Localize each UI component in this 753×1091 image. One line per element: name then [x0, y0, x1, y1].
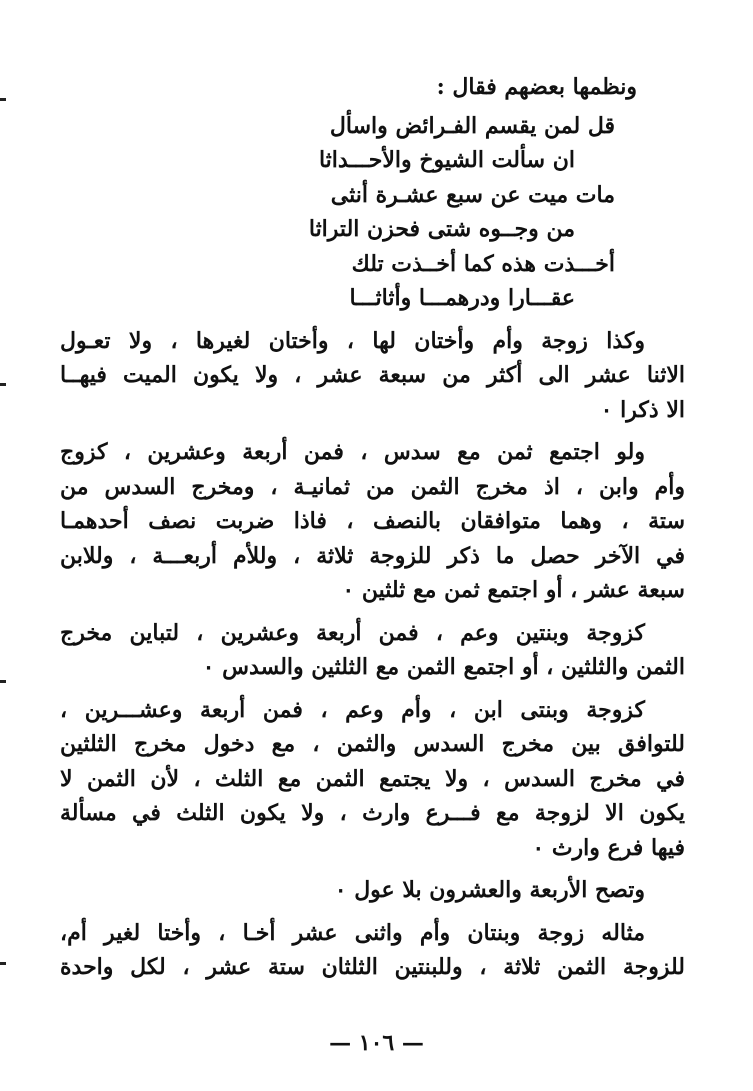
text-line: ستة ، وهما متوافقان بالنصف ، فاذا ضربت نصف أحدهمـا — [60, 508, 685, 534]
text-line: الاثنا عشر الى أكثر من سبعة عشر ، ولا يكون الميت فيهــا — [60, 362, 685, 388]
poem-verse: عقـــارا ودرهمـــا وأثاثـــا — [349, 285, 575, 311]
text-line: يكون الا لزوجة مع فـــرع وارث ، ولا يكون الثلث في مسألة — [60, 800, 685, 826]
text-line: الثمن والثلثين ، أو اجتمع الثمن مع الثلثين والسدس ٠ — [202, 654, 685, 680]
paragraph-2 — [60, 435, 685, 608]
text-line: وأم وابن ، اذ مخرج الثمن من ثمانيـة ، ومخرج السدس من — [60, 473, 685, 500]
text-line: وكذا زوجة وأم وأختان لها ، وأختان لغيرها ، ولا تعـول — [60, 327, 645, 354]
intro-line: ونظمها بعضهم فقال : — [436, 74, 637, 100]
text-line: في مخرج السدس ، ولا يجتمع الثمن مع الثلث ، لأن الثمن لا — [60, 765, 685, 792]
poem — [60, 109, 685, 316]
paragraph-5 — [60, 873, 685, 908]
text-line: ولو اجتمع ثمن مع سدس ، فمن أربعة وعشرين ، كزوج — [60, 439, 645, 465]
paragraph-3 — [60, 616, 685, 685]
text-line: الا ذكرا ٠ — [600, 396, 685, 423]
text-line: مثاله زوجة وبنتان وأم واثنى عشر أخـا ، وأختا لغير أم، — [60, 919, 645, 946]
page-number: — ١٠٦ — — [329, 1030, 424, 1056]
margin-mark — [0, 680, 6, 683]
poem-verse: قل لمن يقسم الفـرائض واسأل — [329, 112, 615, 139]
poem-verse: مات ميت عن سبع عشـرة أنثى — [330, 181, 615, 208]
paragraph-4 — [60, 693, 685, 866]
text-line: فيها فرع وارث ٠ — [532, 834, 685, 861]
paragraph-6 — [60, 916, 685, 985]
text-line: سبعة عشر ، أو اجتمع ثمن مع ثلثين ٠ — [342, 577, 685, 603]
poem-verse: من وجــوه شتى فحزن التراثا — [308, 216, 575, 242]
text-line: للتوافق بين مخرج السدس والثمن ، مع دخول مخرج الثلثين — [60, 731, 685, 757]
text-line: للزوجة الثمن ثلاثة ، وللبنتين الثلثان ستة عشر ، لكل واحدة — [60, 954, 685, 980]
margin-mark — [0, 98, 6, 101]
text-line: في الآخر حصل ما ذكر للزوجة ثلاثة ، وللأم أربعـــة ، وللابن — [60, 542, 685, 569]
margin-mark — [0, 383, 6, 386]
paragraph-1 — [60, 324, 685, 428]
poem-verse: ان سألت الشيوخ والأحـــداثا — [318, 147, 575, 173]
text-line: كزوجة وبنتين وعم ، فمن أربعة وعشرين ، لتباين مخرج — [60, 619, 645, 646]
page-body — [60, 70, 685, 985]
text-line: كزوجة وبنتى ابن ، وأم وعم ، فمن أربعة وعشـــرين ، — [60, 696, 645, 723]
text-line: وتصح الأربعة والعشرون بلا عول ٠ — [334, 877, 645, 903]
poem-verse: أخـــذت هذه كما أخــذت تلك — [351, 250, 615, 277]
margin-mark — [0, 962, 6, 965]
